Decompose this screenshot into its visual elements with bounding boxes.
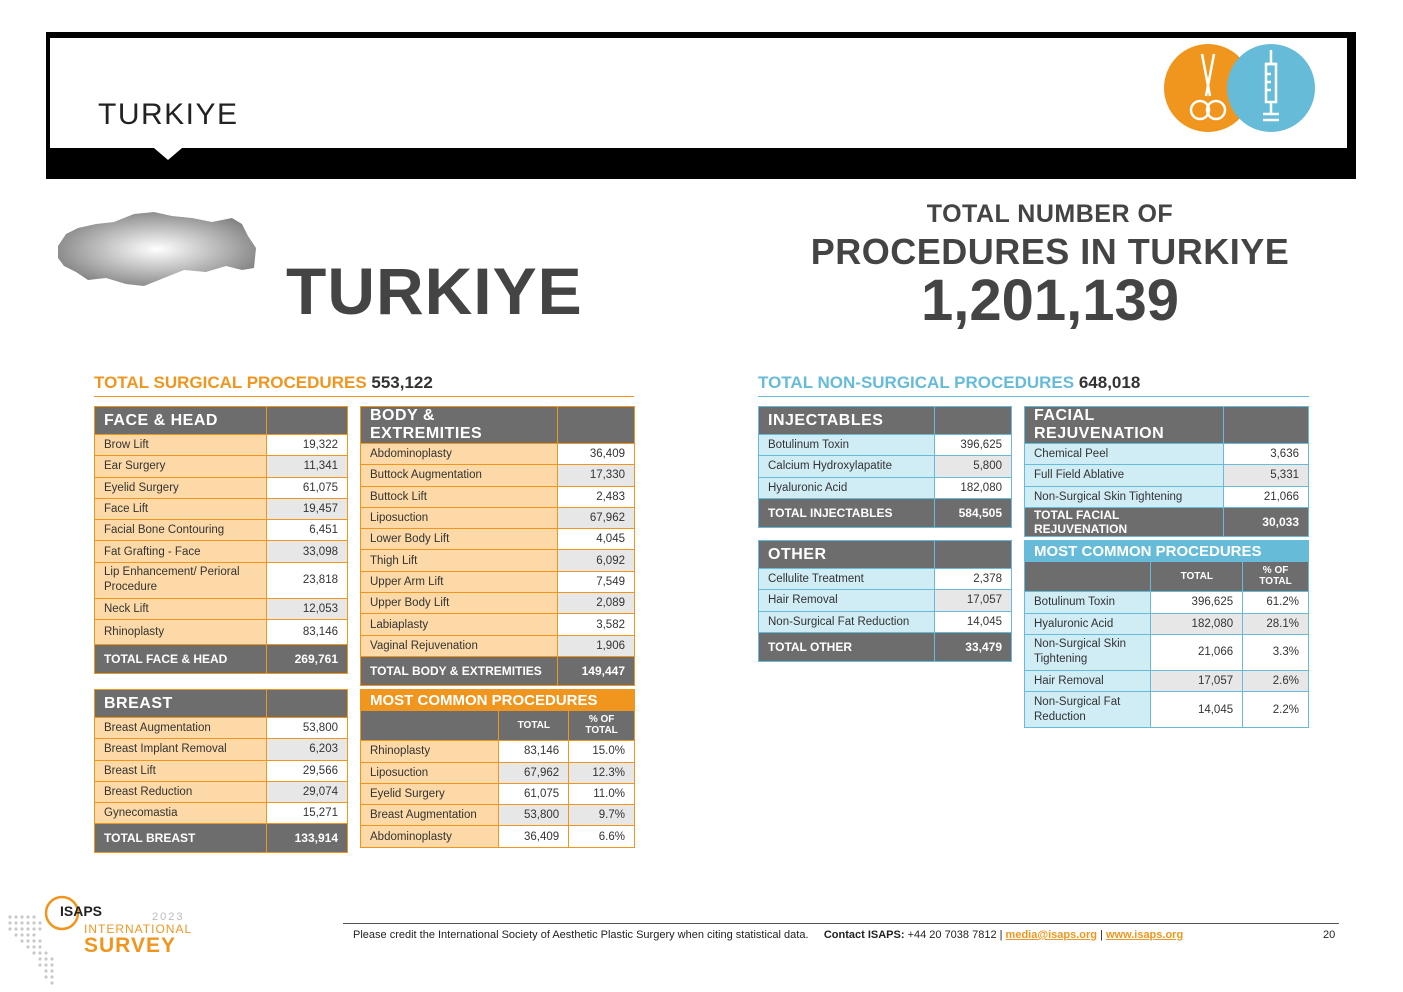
row-name: Breast Augmentation <box>361 805 499 826</box>
row-name: Upper Arm Lift <box>361 571 558 592</box>
surgical-label: TOTAL SURGICAL PROCEDURES <box>94 373 367 392</box>
total-label: TOTAL OTHER <box>759 632 935 661</box>
row-name: Liposuction <box>361 762 499 783</box>
row-name: Abdominoplasty <box>361 826 499 847</box>
row-name: Rhinoplasty <box>361 741 499 762</box>
footer-credit-text: Please credit the International Society of Aesthetic Plastic Surgery when citing statistical data. <box>353 929 809 941</box>
row-value: 23,818 <box>267 562 348 598</box>
total-value: 584,505 <box>935 498 1012 527</box>
row-total: 67,962 <box>499 762 569 783</box>
surgical-most-common-table <box>360 689 635 848</box>
row-total: 53,800 <box>499 805 569 826</box>
row-name: Cellulite Treatment <box>759 569 935 590</box>
col-blank <box>1025 562 1151 592</box>
total-label: TOTAL INJECTABLES <box>759 498 935 527</box>
row-value: 7,549 <box>558 571 635 592</box>
row-total: 182,080 <box>1151 613 1243 634</box>
col-pct-line1: % OF <box>588 714 615 726</box>
row-value: 396,625 <box>935 435 1012 456</box>
nonsurgical-section-heading <box>758 373 1309 397</box>
page-number: 20 <box>1323 929 1336 941</box>
total-procedures-box <box>770 200 1330 334</box>
table-title: MOST COMMON PROCEDURES <box>361 690 635 711</box>
table-title: MOST COMMON PROCEDURES <box>1025 541 1309 562</box>
row-name: Non-Surgical Skin Tightening <box>1025 634 1151 670</box>
logo-year: 2023 <box>152 911 185 923</box>
col-total: TOTAL <box>499 711 569 741</box>
facial-rejuvenation-table <box>1024 406 1309 537</box>
row-name: Fat Grafting - Face <box>95 541 267 562</box>
table-title: FACE & HEAD <box>95 407 267 435</box>
row-name: Gynecomastia <box>95 803 267 824</box>
row-total: 61,075 <box>499 783 569 804</box>
other-table <box>758 540 1012 662</box>
row-pct: 61.2% <box>1243 592 1309 613</box>
table-title: FACIAL REJUVENATION <box>1025 407 1224 444</box>
row-value: 3,582 <box>558 614 635 635</box>
table-title-blank <box>267 690 348 718</box>
row-name: Botulinum Toxin <box>759 435 935 456</box>
surgical-total: 553,122 <box>371 373 433 392</box>
nonsurgical-most-common-table <box>1024 540 1309 728</box>
total-value: 269,761 <box>267 645 348 674</box>
row-name: Neck Lift <box>95 598 267 619</box>
row-value: 6,092 <box>558 550 635 571</box>
table-title-blank <box>558 407 635 444</box>
row-value: 17,330 <box>558 465 635 486</box>
row-value: 4,045 <box>558 529 635 550</box>
footer-web-link[interactable]: www.isaps.org <box>1105 929 1184 941</box>
table-title: BODY & EXTREMITIES <box>361 407 558 444</box>
row-value: 6,203 <box>267 739 348 760</box>
table-title: INJECTABLES <box>759 407 935 435</box>
body-extremities-table <box>360 406 635 686</box>
footer-phone: +44 20 7038 7812 | <box>907 929 1003 941</box>
row-name: Chemical Peel <box>1025 444 1224 465</box>
total-label: TOTAL BREAST <box>95 824 267 853</box>
table-title-blank <box>267 407 348 435</box>
row-pct: 2.2% <box>1243 692 1309 728</box>
row-name: Liposuction <box>361 507 558 528</box>
row-name: Breast Lift <box>95 760 267 781</box>
row-value: 53,800 <box>267 718 348 739</box>
total-label-line1: TOTAL NUMBER OF <box>926 200 1174 228</box>
surgical-section-heading <box>94 373 634 397</box>
row-value: 17,057 <box>935 590 1012 611</box>
row-name: Buttock Lift <box>361 486 558 507</box>
breast-table <box>94 689 348 853</box>
row-name: Vaginal Rejuvenation <box>361 635 558 656</box>
row-value: 6,451 <box>267 520 348 541</box>
col-blank <box>361 711 499 741</box>
col-total: TOTAL <box>1151 562 1243 592</box>
row-name: Breast Implant Removal <box>95 739 267 760</box>
total-value: 1,201,139 <box>920 268 1180 333</box>
col-pct <box>569 711 635 741</box>
total-value: 30,033 <box>1224 507 1309 536</box>
row-name: Labiaplasty <box>361 614 558 635</box>
row-total: 83,146 <box>499 741 569 762</box>
row-value: 5,800 <box>935 456 1012 477</box>
table-title-blank <box>935 541 1012 569</box>
footer-credit <box>353 929 1183 941</box>
row-total: 21,066 <box>1151 634 1243 670</box>
nonsurgical-label: TOTAL NON-SURGICAL PROCEDURES <box>758 373 1075 392</box>
row-value: 33,098 <box>267 541 348 562</box>
row-name: Ear Surgery <box>95 456 267 477</box>
logo-isaps-text: ISAPS <box>60 903 103 919</box>
total-value: 133,914 <box>267 824 348 853</box>
country-name-large: TURKIYE <box>286 254 583 328</box>
row-name: Non-Surgical Fat Reduction <box>1025 692 1151 728</box>
row-name: Facial Bone Contouring <box>95 520 267 541</box>
col-pct <box>1243 562 1309 592</box>
total-label: TOTAL FACE & HEAD <box>95 645 267 674</box>
row-total: 14,045 <box>1151 692 1243 728</box>
row-value: 15,271 <box>267 803 348 824</box>
injectables-table <box>758 406 1012 528</box>
footer-email-link[interactable]: media@isaps.org <box>1005 929 1097 941</box>
row-value: 11,341 <box>267 456 348 477</box>
row-pct: 2.6% <box>1243 670 1309 691</box>
total-label: TOTAL FACIAL REJUVENATION <box>1025 507 1224 536</box>
footer-separator: | <box>1100 929 1103 941</box>
row-name: Lip Enhancement/ Perioral Procedure <box>95 562 267 598</box>
table-title-blank <box>1224 407 1309 444</box>
row-value: 83,146 <box>267 620 348 645</box>
row-name: Brow Lift <box>95 435 267 456</box>
row-value: 1,906 <box>558 635 635 656</box>
header-banner-inner <box>50 38 1347 148</box>
col-pct-line1: % OF <box>1262 565 1289 577</box>
row-value: 5,331 <box>1224 465 1309 486</box>
nonsurgical-total: 648,018 <box>1078 373 1141 392</box>
row-value: 2,378 <box>935 569 1012 590</box>
row-name: Non-Surgical Fat Reduction <box>759 611 935 632</box>
table-title-blank <box>935 407 1012 435</box>
row-name: Breast Reduction <box>95 781 267 802</box>
row-name: Buttock Augmentation <box>361 465 558 486</box>
row-name: Calcium Hydroxylapatite <box>759 456 935 477</box>
row-name: Thigh Lift <box>361 550 558 571</box>
row-name: Hair Removal <box>1025 670 1151 691</box>
row-name: Hair Removal <box>759 590 935 611</box>
row-name: Rhinoplasty <box>95 620 267 645</box>
table-title: BREAST <box>95 690 267 718</box>
row-value: 21,066 <box>1224 486 1309 507</box>
row-value: 67,962 <box>558 507 635 528</box>
row-pct: 9.7% <box>569 805 635 826</box>
row-value: 61,075 <box>267 477 348 498</box>
row-value: 2,089 <box>558 593 635 614</box>
turkiye-map <box>56 208 258 297</box>
row-name: Botulinum Toxin <box>1025 592 1151 613</box>
table-title: OTHER <box>759 541 935 569</box>
total-label: TOTAL BODY & EXTREMITIES <box>361 656 558 685</box>
row-pct: 3.3% <box>1243 634 1309 670</box>
row-name: Eyelid Surgery <box>95 477 267 498</box>
col-pct-line2: TOTAL <box>1259 575 1292 587</box>
footer-divider <box>343 923 1339 924</box>
row-pct: 15.0% <box>569 741 635 762</box>
logo-international: INTERNATIONAL <box>84 922 193 936</box>
row-total: 396,625 <box>1151 592 1243 613</box>
header-title: TURKIYE <box>98 98 239 131</box>
logo-survey: SURVEY <box>84 934 176 957</box>
row-name: Face Lift <box>95 498 267 519</box>
banner-notch <box>154 148 182 160</box>
row-name: Non-Surgical Skin Tightening <box>1025 486 1224 507</box>
row-name: Lower Body Lift <box>361 529 558 550</box>
row-value: 14,045 <box>935 611 1012 632</box>
row-name: Upper Body Lift <box>361 593 558 614</box>
row-total: 36,409 <box>499 826 569 847</box>
row-value: 3,636 <box>1224 444 1309 465</box>
total-value: 149,447 <box>558 656 635 685</box>
footer-contact-label: Contact ISAPS: <box>823 929 905 941</box>
row-total: 17,057 <box>1151 670 1243 691</box>
row-name: Hyaluronic Acid <box>759 477 935 498</box>
row-value: 29,074 <box>267 781 348 802</box>
row-name: Abdominoplasty <box>361 444 558 465</box>
face-head-table <box>94 406 348 674</box>
row-value: 2,483 <box>558 486 635 507</box>
row-name: Full Field Ablative <box>1025 465 1224 486</box>
row-name: Eyelid Surgery <box>361 783 499 804</box>
row-pct: 6.6% <box>569 826 635 847</box>
syringe-icon <box>1227 44 1315 132</box>
row-pct: 11.0% <box>569 783 635 804</box>
row-pct: 12.3% <box>569 762 635 783</box>
row-value: 19,322 <box>267 435 348 456</box>
header-banner <box>46 32 1356 179</box>
col-pct-line2: TOTAL <box>585 724 618 736</box>
row-name: Breast Augmentation <box>95 718 267 739</box>
row-value: 36,409 <box>558 444 635 465</box>
row-value: 29,566 <box>267 760 348 781</box>
row-pct: 28.1% <box>1243 613 1309 634</box>
row-value: 182,080 <box>935 477 1012 498</box>
row-name: Hyaluronic Acid <box>1025 613 1151 634</box>
row-value: 12,053 <box>267 598 348 619</box>
row-value: 19,457 <box>267 498 348 519</box>
total-value: 33,479 <box>935 632 1012 661</box>
total-label-line2: PROCEDURES IN TURKIYE <box>810 231 1290 272</box>
